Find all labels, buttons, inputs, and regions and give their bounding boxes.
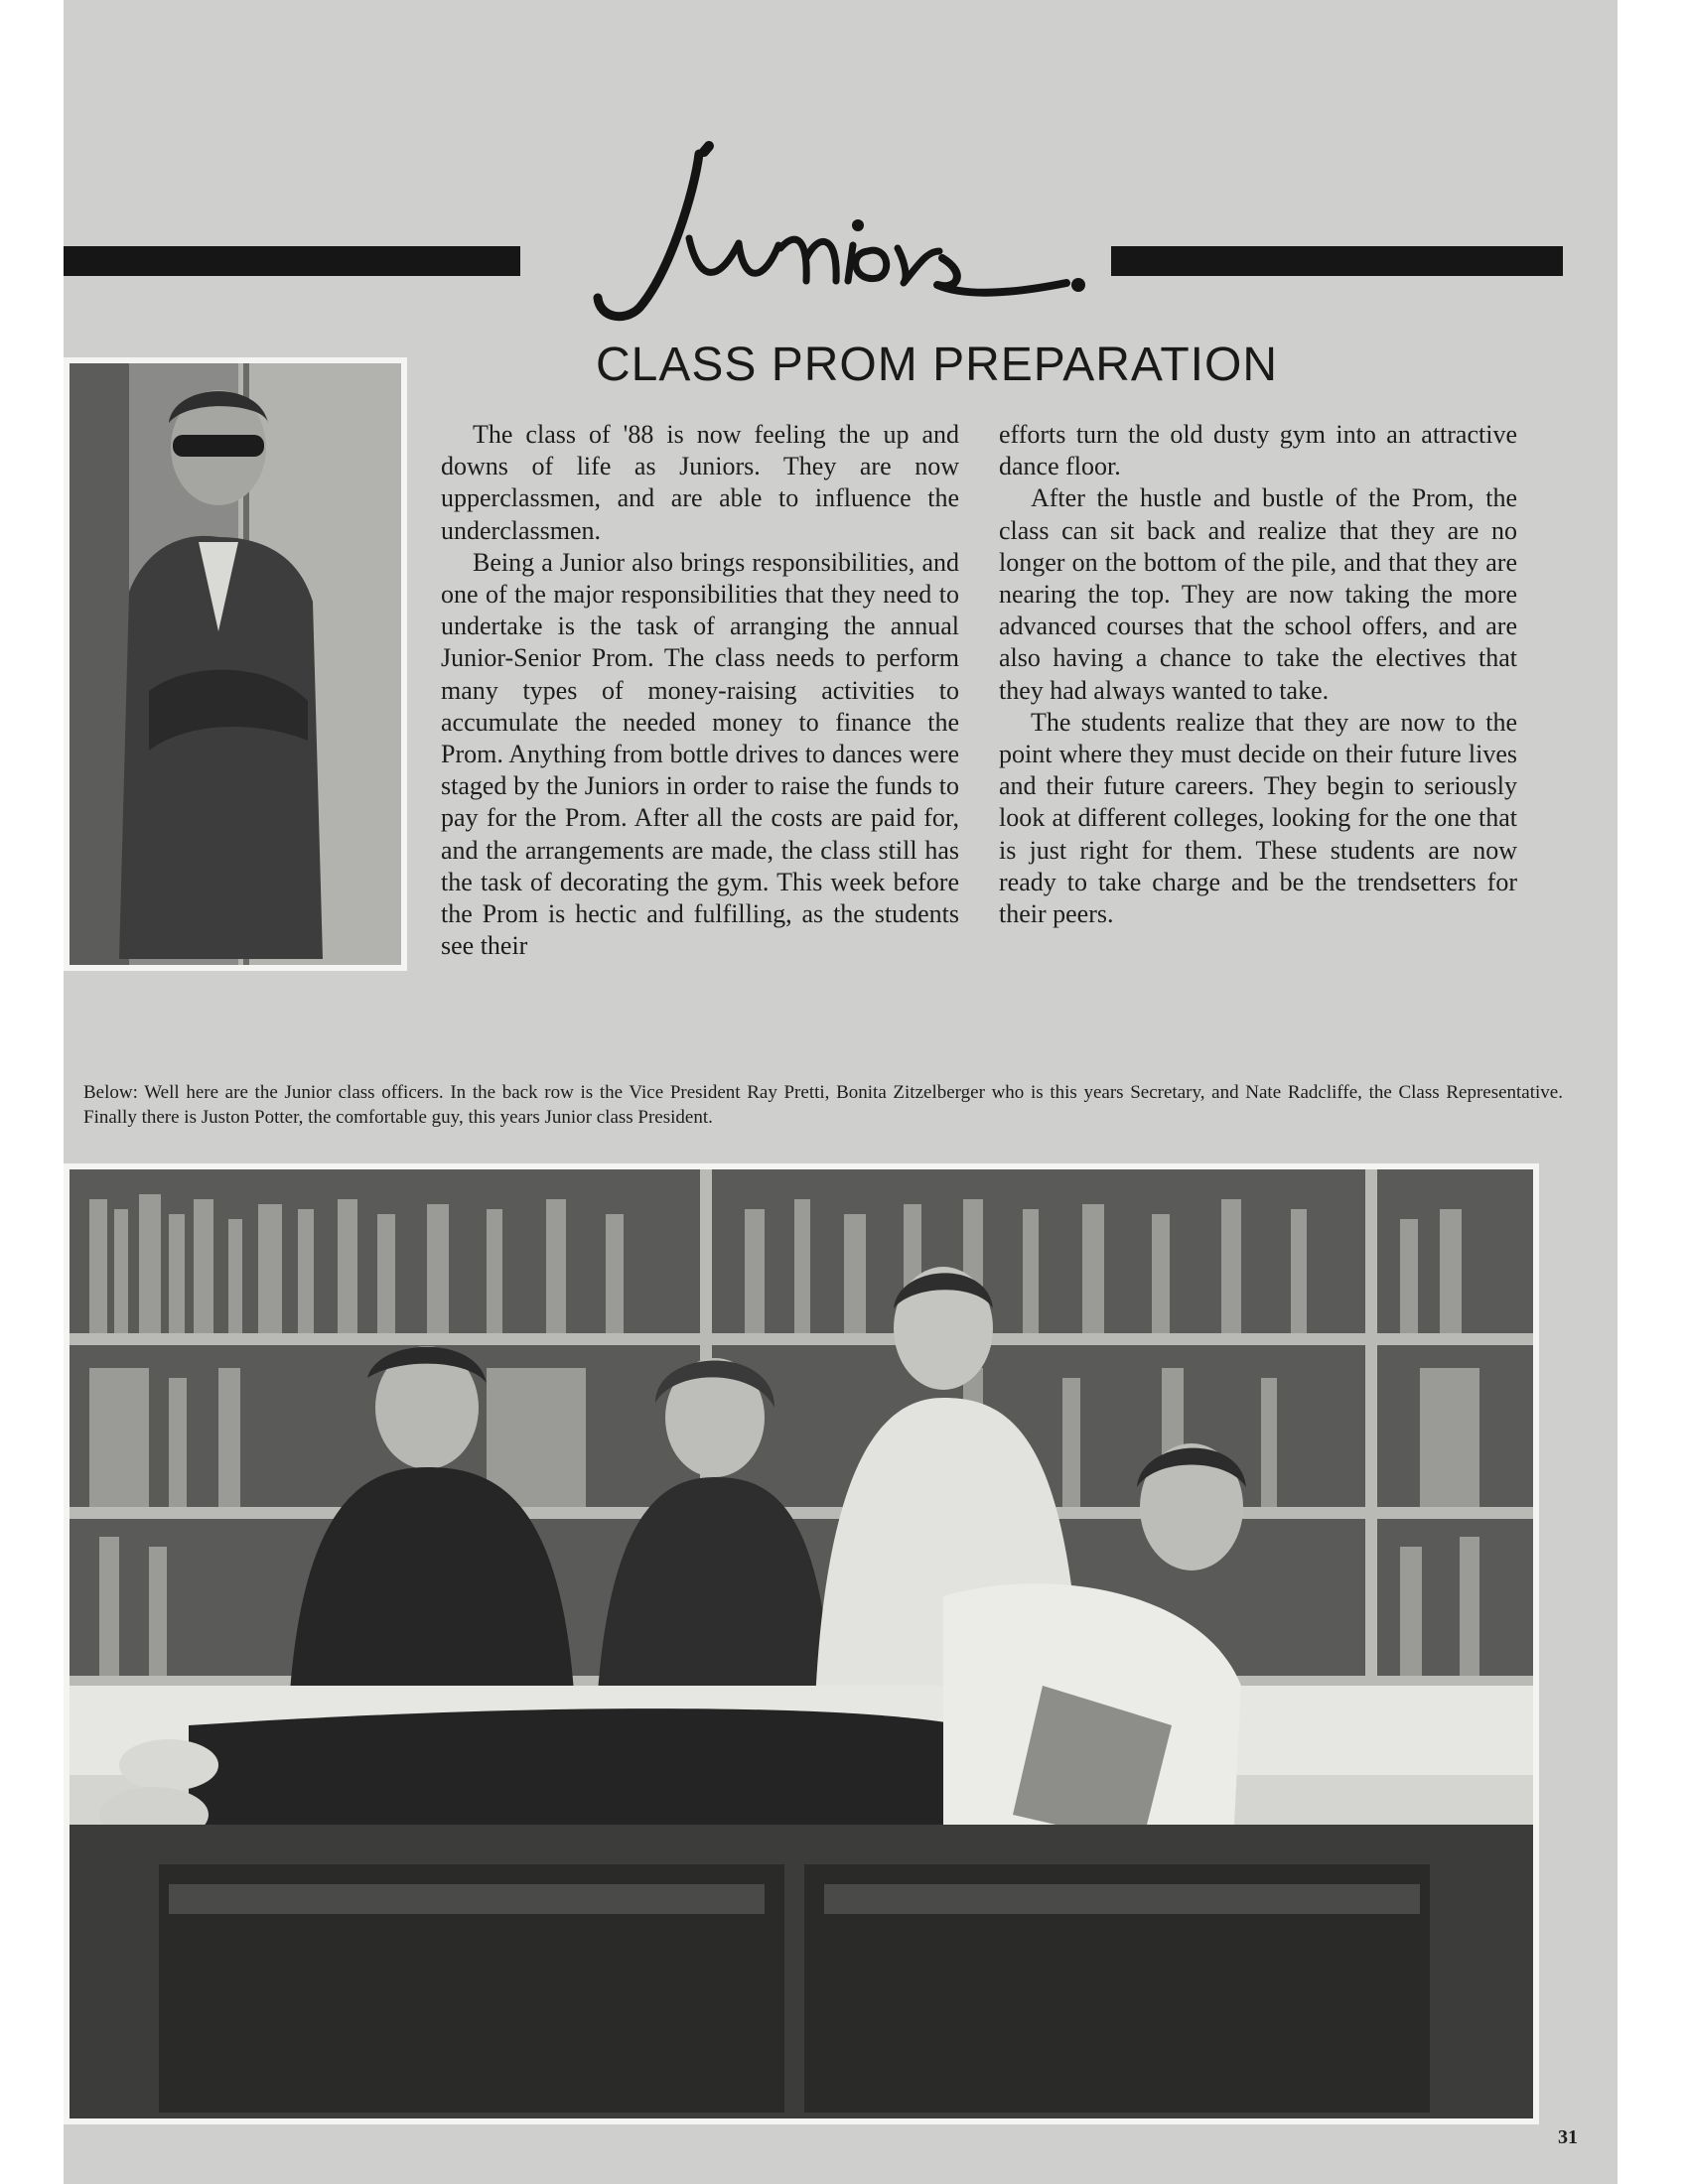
photo-caption	[83, 1080, 1563, 1130]
caption-label: Below:	[83, 1082, 138, 1103]
title-rule-left	[64, 246, 520, 276]
page-number: 31	[1558, 2126, 1578, 2148]
article-paragraph: The students realize that they are now to the point where they must decide on their future lives and their future careers. They begin to seriously look at different colleges, looking for the one that is just right for them. These students are now ready to take charge and be the trendsetters for their peers.	[999, 707, 1517, 929]
article-column-right	[999, 419, 1517, 930]
article-paragraph: Being a Junior also brings responsibilities, and one of the major responsibilities that they need to undertake is the task of arranging the annual Junior-Senior Prom. The class needs to perform many types of money-raising activities to accumulate the needed money to finance the Prom. Anything from bottle drives to dances were staged by the Juniors in order to raise the funds to pay for the Prom. After all the costs are paid for, and the arrangements are made, the class still has the task of decorating the gym. This week before the Prom is hectic and fulfilling, as the students see their	[441, 547, 959, 961]
article-paragraph: After the hustle and bustle of the Prom, the class can sit back and realize that they are no longer on the bottom of the pile, and that they are nearing the top. They are now taking the more advanced courses that the school offers, and are also having a chance to take the electives that they had always wanted to take.	[999, 483, 1517, 705]
yearbook-page	[64, 0, 1618, 2184]
article-column-left	[441, 419, 959, 962]
title-rule-right	[1111, 246, 1563, 276]
student-portrait-photo	[64, 357, 407, 971]
caption-text: Well here are the Junior class officers. In the back row is the Vice President Ray Pretti, Bonita Zitzelberger who is this years Secretary, and Nate Radcliffe, the Class Representative. Finally there is Juston Potter, the comfortable guy, this years Junior class President.	[83, 1082, 1563, 1128]
article-paragraph: The class of '88 is now feeling the up and downs of life as Juniors. They are now upperclassmen, and are able to influence the underclassmen.	[441, 420, 959, 545]
article-paragraph-continued: efforts turn the old dusty gym into an attractive dance floor.	[999, 420, 1517, 481]
juniors-script-title	[550, 134, 1106, 333]
article-subtitle: CLASS PROM PREPARATION	[596, 339, 1279, 391]
class-officers-photo	[64, 1163, 1539, 2124]
